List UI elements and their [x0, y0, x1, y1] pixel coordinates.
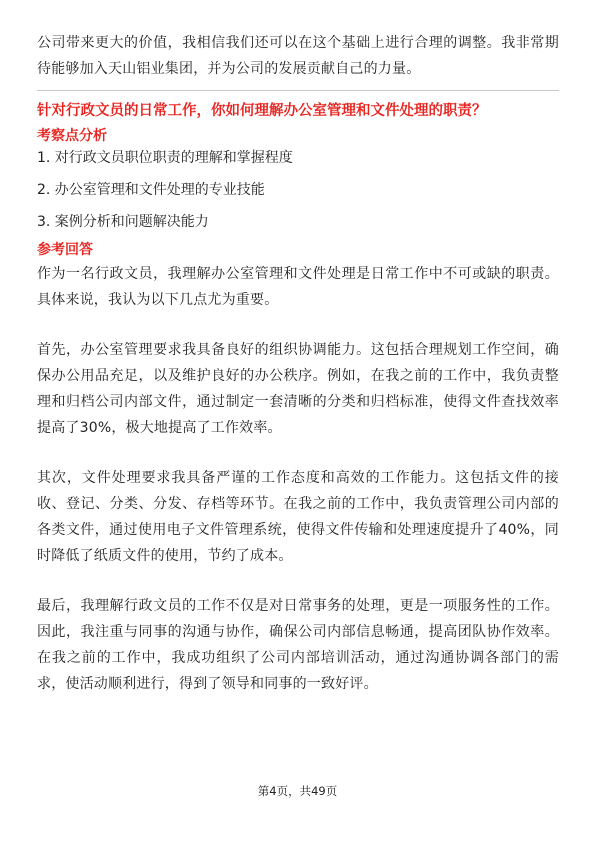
page-footer: 第4页，共49页 — [257, 784, 338, 798]
section-divider — [37, 90, 559, 91]
analysis-points — [37, 147, 559, 233]
answer-paragraph: 最后，我理解行政文员的工作不仅是对日常事务的处理，更是一项服务性的工作。因此，我注重与同事的沟通与协作，确保公司内部信息畅通，提高团队协作效率。在我之前的工作中，我成功组织了公司内部培训活动，通过沟通协调各部门的需求，使活动顺利进行，得到了领导和同事的一致好评。 — [37, 598, 559, 692]
analysis-point: 1. 对行政文员职位职责的理解和掌握程度 — [37, 150, 293, 166]
question-heading: 针对行政文员的日常工作，你如何理解办公室管理和文件处理的职责？ — [37, 103, 487, 119]
analysis-title: 考察点分析 — [37, 128, 107, 144]
answer-paragraph: 作为一名行政文员，我理解办公室管理和文件处理是日常工作中不可或缺的职责。具体来说，我认为以下几点尤为重要。 — [37, 266, 559, 308]
intro-paragraph: 公司带来更大的价值，我相信我们还可以在这个基础上进行合理的调整。我非常期待能够加入天山铝业集团，并为公司的发展贡献自己的力量。 — [37, 35, 559, 77]
analysis-point: 2. 办公室管理和文件处理的专业技能 — [37, 182, 265, 198]
answer-body — [37, 261, 559, 697]
page-content — [37, 30, 559, 697]
answer-title: 参考回答 — [37, 242, 93, 258]
analysis-point: 3. 案例分析和问题解决能力 — [37, 214, 209, 230]
answer-paragraph: 其次，文件处理要求我具备严谨的工作态度和高效的工作能力。这包括文件的接收、登记、分类、分发、存档等环节。在我之前的工作中，我负责管理公司内部的各类文件，通过使用电子文件管理系统，使得文件传输和处理速度提升了40%，同时降低了纸质文件的使用，节约了成本。 — [37, 470, 559, 564]
answer-paragraph: 首先，办公室管理要求我具备良好的组织协调能力。这包括合理规划工作空间，确保办公用品充足，以及维护良好的办公秩序。例如，在我之前的工作中，我负责整理和归档公司内部文件，通过制定一套清晰的分类和归档标准，使得文件查找效率提高了30%，极大地提高了工作效率。 — [37, 342, 559, 436]
